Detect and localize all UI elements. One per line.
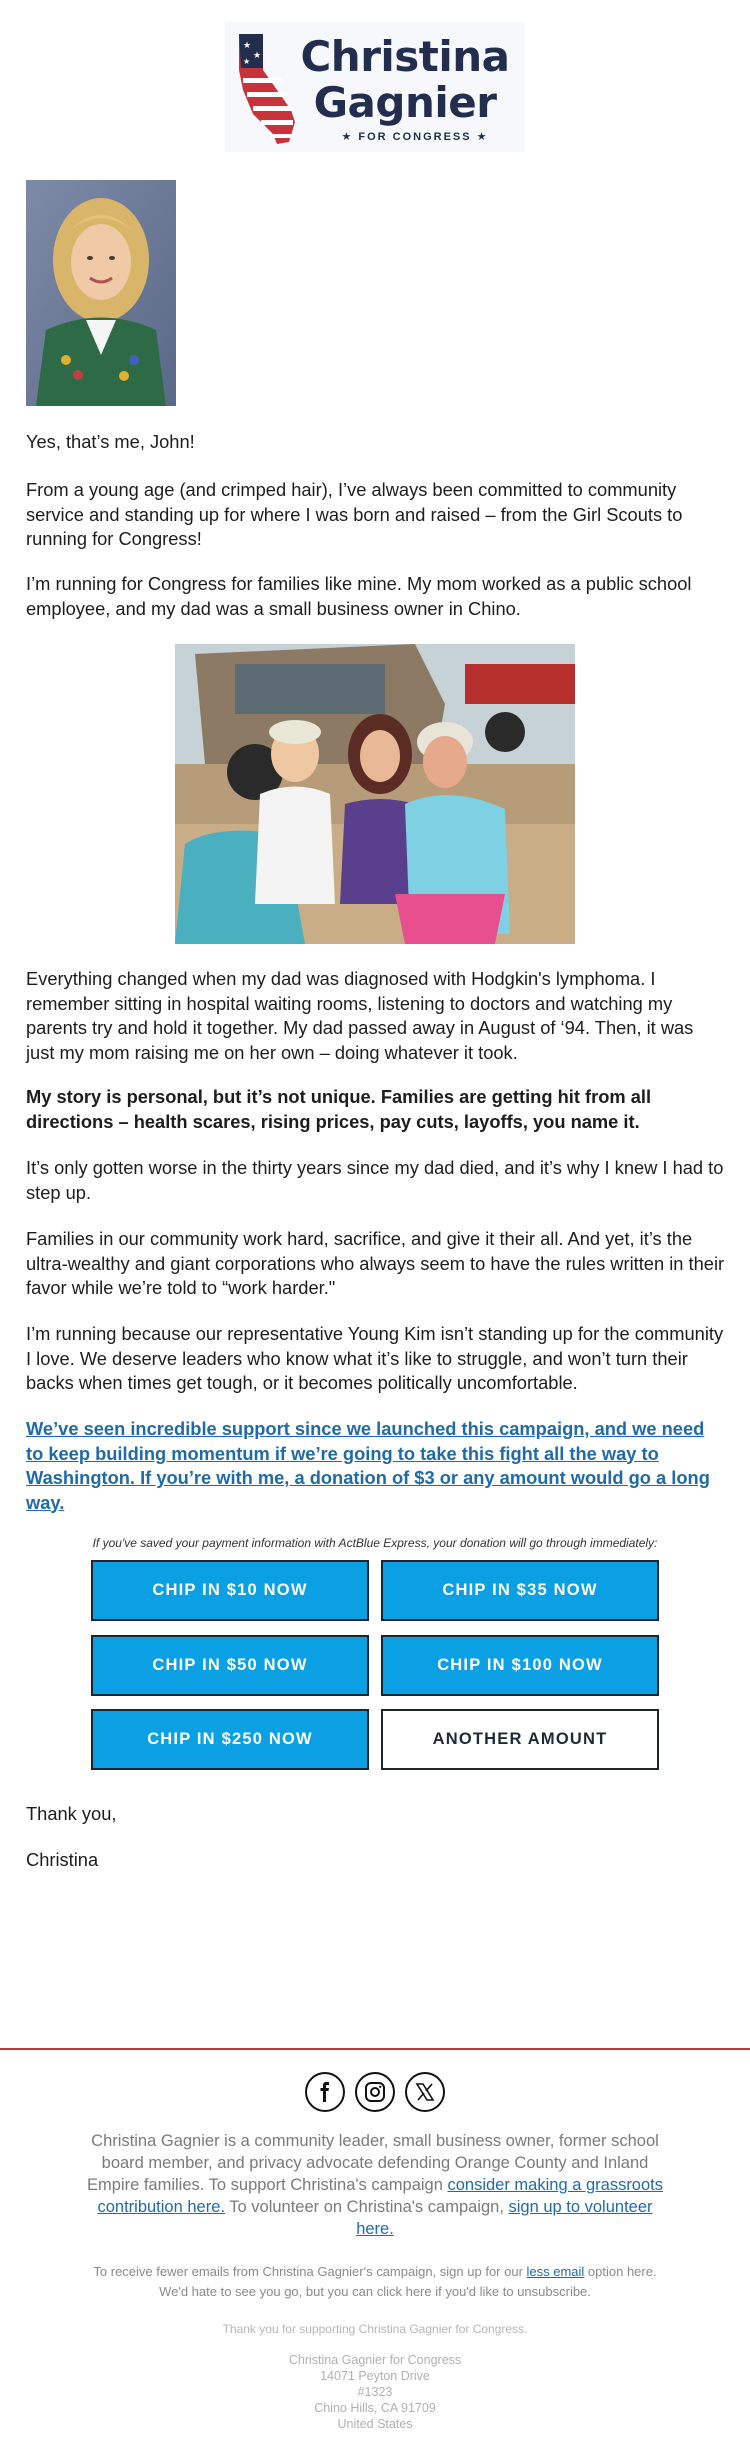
footer-about-text-1: Christina Gagnier is a community leader, small business owner, former school board member, and privacy advocate defending Orange County and Inland Empire families. To support Christina's campaign [86,2132,659,2194]
volunteer-signup-link[interactable]: sign up to volunteer here. [356,2198,653,2238]
paragraph-family: I’m running for Congress for families like mine. My mom worked as a public school employee, and my dad was a small business owner in Chino. [26,573,692,619]
campaign-logo[interactable] [225,22,525,152]
facebook-icon[interactable] [305,2072,345,2112]
logo-tagline: ★ FOR CONGRESS ★ [341,131,489,143]
another-amount-button[interactable]: ANOTHER AMOUNT [381,1709,659,1770]
svg-text:★: ★ [243,57,251,66]
chip-in-10-button[interactable]: CHIP IN $10 NOW [91,1560,369,1621]
footer-thanks: Thank you for supporting Christina Gagnier for Congress. [222,2322,528,2336]
footer-unsub-text-1: To receive fewer emails from Christina Gagnier's campaign, sign up for our [93,2264,527,2279]
footer-unsub-text-2: option here. We'd hate to see you go, but you can click here if you'd like to unsubscribe. [159,2264,657,2299]
actblue-express-note: If you've saved your payment information with ActBlue Express, your donation will go through immediately: [92,1536,658,1550]
paragraph-childhood: From a young age (and crimped hair), I’ve always been committed to community service and standing up for where I was born and raised – from the Girl Scouts to running for Congress! [26,479,683,549]
address-line: 14071 Peyton Drive [320,2369,430,2383]
footer-about-text-2: To volunteer on Christina's campaign, [224,2198,509,2216]
x-twitter-icon[interactable] [405,2072,445,2112]
address-line: Chino Hills, CA 91709 [314,2401,436,2415]
footer-divider [0,2048,750,2050]
paragraph-diagnosis: Everything changed when my dad was diagnosed with Hodgkin's lymphoma. I remember sitting in hospital waiting rooms, listening to doctors and watching my parents try and hold it together. My dad passed away in August of ‘94. Then, it was just my mom raising me on her own – doing whatever it took. [26,968,694,1063]
grassroots-contribution-link[interactable]: consider making a grassroots contribution here. [97,2176,663,2216]
family-photo [175,644,575,944]
logo-last-name: Gagnier [313,78,497,127]
paragraph-community: Families in our community work hard, sacrifice, and give it their all. And yet, it’s the ultra-wealthy and giant corporations who always seem to have the rules written in their favor while we’re told to “work harder." [26,1228,725,1298]
svg-text:★: ★ [243,40,252,50]
signature: Christina [26,1849,99,1870]
footer-unsubscribe [80,2262,670,2302]
chip-in-35-button[interactable]: CHIP IN $35 NOW [381,1560,659,1621]
donation-appeal-link[interactable]: We’ve seen incredible support since we launched this campaign, and we need to keep building momentum if we’re going to take this fight all the way to Washington. If you’re with me, a donation of $3 or any amount would go a long way. [26,1418,710,1513]
address-line: Christina Gagnier for Congress [288,2353,462,2367]
signoff: Thank you, [26,1803,117,1824]
footer-address [80,2352,670,2432]
logo-wordmark [275,34,535,126]
instagram-icon[interactable] [355,2072,395,2112]
logo-first-name: Christina [300,32,510,81]
address-line: #1323 [357,2385,393,2399]
paragraph-step-up: It’s only gotten worse in the thirty years since my dad died, and it’s why I knew I had to step up. [26,1157,724,1203]
paragraph-not-unique: My story is personal, but it’s not unique. Families are getting hit from all directions – health scares, rising prices, pay cuts, layoffs, you name it. [26,1086,652,1132]
childhood-portrait-photo [26,180,176,406]
chip-in-100-button[interactable]: CHIP IN $100 NOW [381,1635,659,1696]
svg-text:★: ★ [253,50,262,60]
address-line: United States [337,2417,413,2431]
paragraph-young-kim: I’m running because our representative Young Kim isn’t standing up for the community I love. We deserve leaders who know what it’s like to struggle, and won’t turn their backs when times get tough, or it becomes politically uncomfortable. [26,1323,724,1393]
footer-about [80,2130,670,2240]
chip-in-50-button[interactable]: CHIP IN $50 NOW [91,1635,369,1696]
less-email-link[interactable]: less email [526,2264,585,2279]
greeting: Yes, that’s me, John! [26,431,195,452]
chip-in-250-button[interactable]: CHIP IN $250 NOW [91,1709,369,1770]
